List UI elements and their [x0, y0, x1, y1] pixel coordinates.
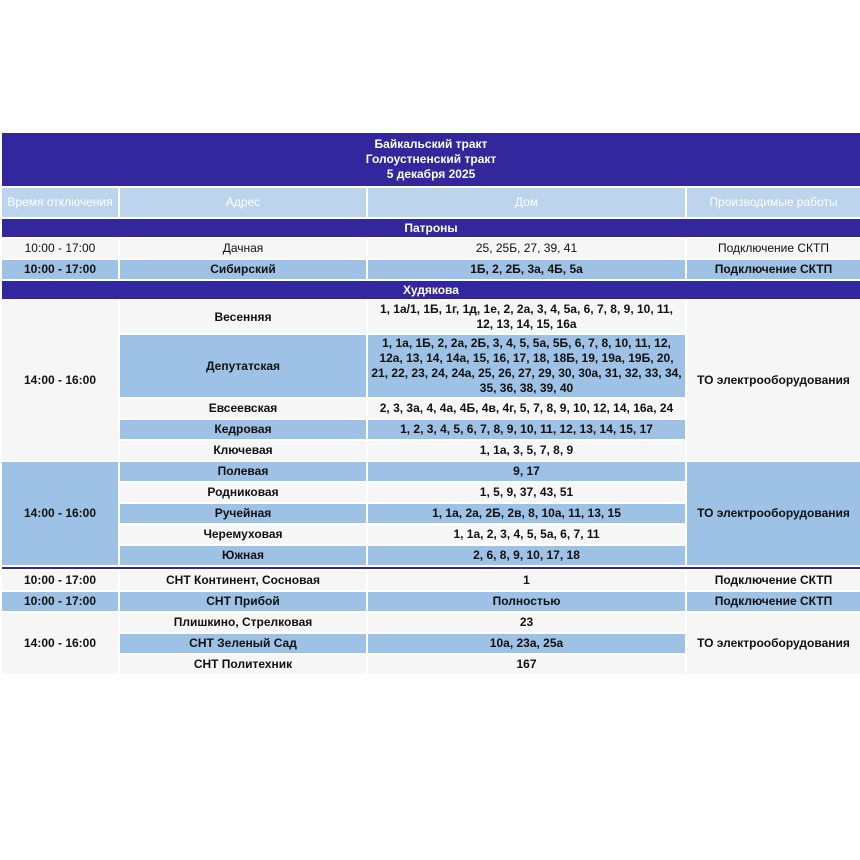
section-title: Худякова [1, 280, 860, 300]
work-cell: ТО электрооборудования [686, 300, 860, 461]
houses-cell: 1, 2, 3, 4, 5, 6, 7, 8, 9, 10, 11, 12, 13, 14, 15, 17 [367, 419, 686, 440]
houses-cell: 167 [367, 654, 686, 675]
address-cell: Дачная [119, 238, 367, 259]
time-cell: 10:00 - 17:00 [1, 591, 119, 612]
address-cell: Черемуховая [119, 524, 367, 545]
houses-cell: 1, 1а, 3, 5, 7, 8, 9 [367, 440, 686, 461]
table-row [1, 238, 860, 259]
address-cell: Ключевая [119, 440, 367, 461]
table-title-row [1, 132, 860, 187]
title-line: Байкальский тракт [374, 137, 488, 151]
address-cell: СНТ Континент, Сосновая [119, 570, 367, 591]
address-cell: СНТ Прибой [119, 591, 367, 612]
col-house: Дом [367, 187, 686, 218]
address-cell: Евсеевская [119, 398, 367, 419]
houses-cell: 9, 17 [367, 461, 686, 482]
col-time: Время отключения [1, 187, 119, 218]
houses-cell: 1 [367, 570, 686, 591]
houses-cell: 2, 6, 8, 9, 10, 17, 18 [367, 545, 686, 566]
table-row [1, 570, 860, 591]
houses-cell: Полностью [367, 591, 686, 612]
houses-cell: 25, 25Б, 27, 39, 41 [367, 238, 686, 259]
time-cell: 10:00 - 17:00 [1, 238, 119, 259]
table-row [1, 612, 860, 633]
col-work: Производимые работы [686, 187, 860, 218]
address-cell: Сибирский [119, 259, 367, 280]
address-cell: СНТ Зеленый Сад [119, 633, 367, 654]
houses-cell: 1Б, 2, 2Б, 3а, 4Б, 5а [367, 259, 686, 280]
table-row [1, 259, 860, 280]
address-cell: Кедровая [119, 419, 367, 440]
section-row [1, 218, 860, 238]
address-cell: Весенняя [119, 300, 367, 334]
table-row [1, 300, 860, 334]
table-title [1, 132, 860, 187]
time-cell: 14:00 - 16:00 [1, 461, 119, 566]
address-cell: Полевая [119, 461, 367, 482]
address-cell: Плишкино, Стрелковая [119, 612, 367, 633]
work-cell: Подключение СКТП [686, 259, 860, 280]
section-row [1, 280, 860, 300]
work-cell: ТО электрооборудования [686, 612, 860, 675]
section-title: Патроны [1, 218, 860, 238]
work-cell: Подключение СКТП [686, 570, 860, 591]
table-row [1, 591, 860, 612]
houses-cell: 1, 1а, 2а, 2Б, 2в, 8, 10а, 11, 13, 15 [367, 503, 686, 524]
houses-cell: 1, 5, 9, 37, 43, 51 [367, 482, 686, 503]
address-cell: Депутатская [119, 334, 367, 398]
date-line: 5 декабря 2025 [386, 167, 476, 181]
work-cell: Подключение СКТП [686, 238, 860, 259]
houses-cell: 1, 1а, 1Б, 2, 2а, 2Б, 3, 4, 5, 5а, 5Б, 6, 7, 8, 10, 11, 12, 12а, 13, 14, 14а, 15, 16, 17, 18, 18Б, 19, 19а, 19Б, 20, 21, 22, 23, 24, 24а, 25, 26, 27, 29, 30, 30а, 31, 32, 33, 34, 35, 36, 38, 39, 40 [367, 334, 686, 398]
col-address: Адрес [119, 187, 367, 218]
houses-cell: 1, 1а/1, 1Б, 1г, 1д, 1е, 2, 2а, 3, 4, 5а, 6, 7, 8, 9, 10, 11, 12, 13, 14, 15, 16а [367, 300, 686, 334]
time-cell: 14:00 - 16:00 [1, 300, 119, 461]
work-cell: Подключение СКТП [686, 591, 860, 612]
address-cell: Южная [119, 545, 367, 566]
address-cell: Родниковая [119, 482, 367, 503]
work-cell: ТО электрооборудования [686, 461, 860, 566]
houses-cell: 23 [367, 612, 686, 633]
column-header-row [1, 187, 860, 218]
time-cell: 10:00 - 17:00 [1, 259, 119, 280]
outage-schedule-table [0, 131, 860, 676]
houses-cell: 1, 1а, 2, 3, 4, 5, 5а, 6, 7, 11 [367, 524, 686, 545]
houses-cell: 10а, 23а, 25а [367, 633, 686, 654]
address-cell: СНТ Политехник [119, 654, 367, 675]
time-cell: 10:00 - 17:00 [1, 570, 119, 591]
time-cell: 14:00 - 16:00 [1, 612, 119, 675]
table-row [1, 461, 860, 482]
address-cell: Ручейная [119, 503, 367, 524]
houses-cell: 2, 3, 3а, 4, 4а, 4Б, 4в, 4г, 5, 7, 8, 9, 10, 12, 14, 16а, 24 [367, 398, 686, 419]
title-line: Голоустненский тракт [365, 152, 497, 166]
